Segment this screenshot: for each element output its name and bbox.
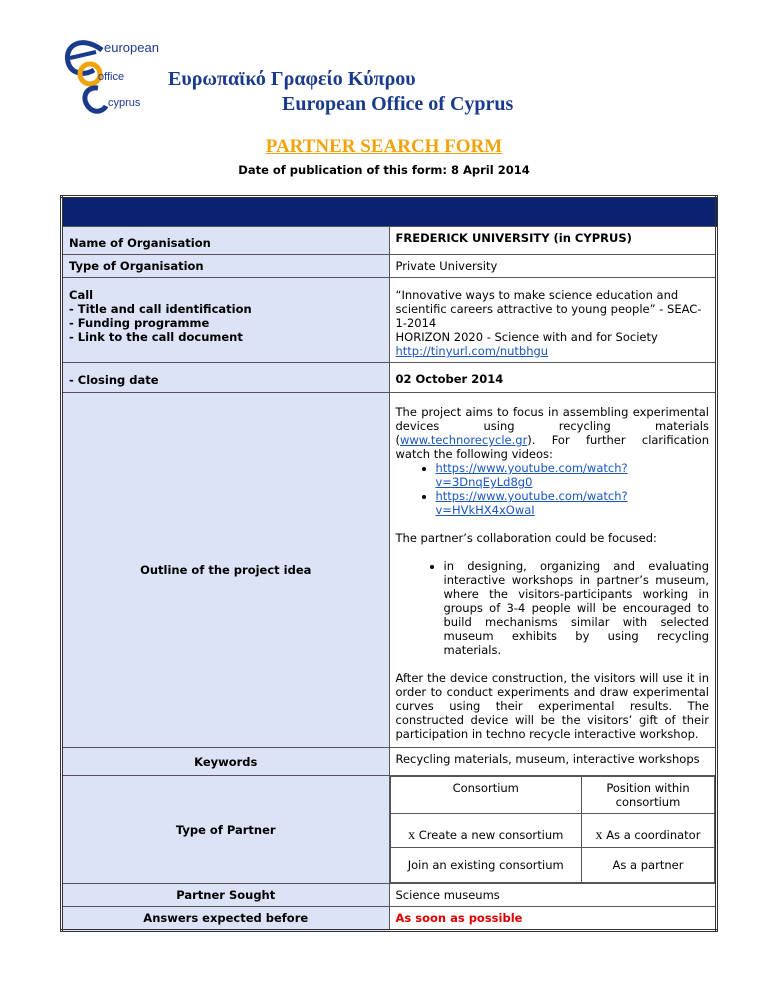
title-greek: Ευρωπαϊκό Γραφείο Κύπρου — [168, 68, 416, 90]
row-type-of-organisation — [62, 255, 717, 278]
option-partner: As a partner — [581, 848, 714, 883]
label-call-line: Call — [69, 288, 94, 302]
partner-type-options — [390, 776, 716, 883]
outline-intro-text: The project aims to focus in assembling experimental devices using recycling materials ( — [395, 405, 709, 447]
video-item — [436, 461, 710, 489]
row-closing-date — [62, 363, 717, 393]
collab-intro: The partner’s collaboration could be focused: — [395, 531, 657, 545]
row-outline — [62, 393, 717, 748]
option-coordinator-label: As a coordinator — [606, 828, 701, 842]
value-closing-date: 02 October 2014 — [389, 363, 717, 393]
option-create-label: Create a new consortium — [418, 828, 564, 842]
label-call — [62, 278, 390, 363]
value-type-of-partner — [389, 776, 717, 884]
checkmark-x-icon: x — [595, 828, 603, 843]
label-name-of-organisation: Name of Organisation — [62, 227, 390, 255]
row-name-of-organisation — [62, 227, 717, 255]
value-answers-expected: As soon as possible — [389, 907, 717, 931]
video-list — [396, 461, 710, 517]
label-answers-expected: Answers expected before — [62, 907, 390, 931]
outline-intro-text-2: ). For further clarification watch the following videos: — [395, 433, 709, 461]
row-call — [62, 278, 717, 363]
option-coordinator — [581, 814, 714, 848]
label-call-programme: - Funding programme — [69, 316, 210, 330]
value-type-of-organisation: Private University — [389, 255, 717, 278]
row-type-of-partner — [62, 776, 717, 884]
video-link-2[interactable]: https://www.youtube.com/watch?v=HVkHX4xOwaI — [435, 489, 628, 517]
partner-search-table — [60, 195, 718, 932]
outline-after: After the device construction, the visitors will use it in order to conduct experiments and draw experimental curves using their experimental results. The constructed device will be the visitors’ gift of their participation in techno recycle interactive workshop. — [395, 671, 709, 741]
option-join-consortium: Join an existing consortium — [390, 848, 581, 883]
video-item — [436, 489, 710, 517]
label-keywords: Keywords — [62, 748, 390, 776]
option-create-consortium — [390, 814, 581, 848]
table-header-bar — [62, 197, 717, 227]
call-programme: HORIZON 2020 - Science with and for Society — [395, 330, 658, 344]
technorecycle-link[interactable]: www.technorecycle.gr — [400, 433, 528, 447]
title-english: European Office of Cyprus — [282, 93, 514, 115]
value-outline — [389, 393, 717, 748]
value-partner-sought: Science museums — [389, 884, 717, 907]
collab-list — [396, 559, 710, 657]
checkmark-x-icon: x — [408, 828, 416, 843]
row-keywords — [62, 748, 717, 776]
col-consortium-header: Consortium — [390, 777, 581, 814]
label-type-of-organisation: Type of Organisation — [62, 255, 390, 278]
video-link-1[interactable]: https://www.youtube.com/watch?v=3DnqEyLd8g0 — [435, 461, 628, 489]
european-office-cyprus-logo — [62, 30, 172, 115]
label-partner-sought: Partner Sought — [62, 884, 390, 907]
outline-intro — [396, 405, 710, 461]
logo-word-cyprus: cyprus — [108, 97, 141, 109]
value-keywords: Recycling materials, museum, interactive workshops — [389, 748, 717, 776]
row-partner-sought — [62, 884, 717, 907]
value-name-of-organisation: FREDERICK UNIVERSITY (in CYPRUS) — [389, 227, 717, 255]
publication-date: Date of publication of this form: 8 April 2014 — [238, 163, 530, 177]
collab-item: • in designing, organizing and evaluating interactive workshops in partner’s museum, where the visitors-participants working in groups of 3-4 people will be encouraged to build mechanisms similar with selected museum exhibits by using recycling materials. — [444, 559, 710, 657]
call-document-link[interactable]: http://tinyurl.com/nutbhgu — [395, 344, 549, 358]
label-outline: Outline of the project idea — [62, 393, 390, 748]
value-call — [389, 278, 717, 363]
label-call-link: - Link to the call document — [69, 330, 243, 344]
col-position-header: Position within consortium — [581, 777, 714, 814]
logo-word-office: office — [98, 71, 125, 83]
call-title: “Innovative ways to make science education and scientific careers attractive to young people” - SEAC-1-2014 — [395, 288, 702, 330]
row-answers-expected — [62, 907, 717, 931]
label-call-title: - Title and call identification — [69, 302, 252, 316]
logo-word-european: european — [104, 40, 159, 55]
label-type-of-partner: Type of Partner — [62, 776, 390, 884]
label-closing-date: - Closing date — [62, 363, 390, 393]
form-title: PARTNER SEARCH FORM — [265, 136, 503, 157]
